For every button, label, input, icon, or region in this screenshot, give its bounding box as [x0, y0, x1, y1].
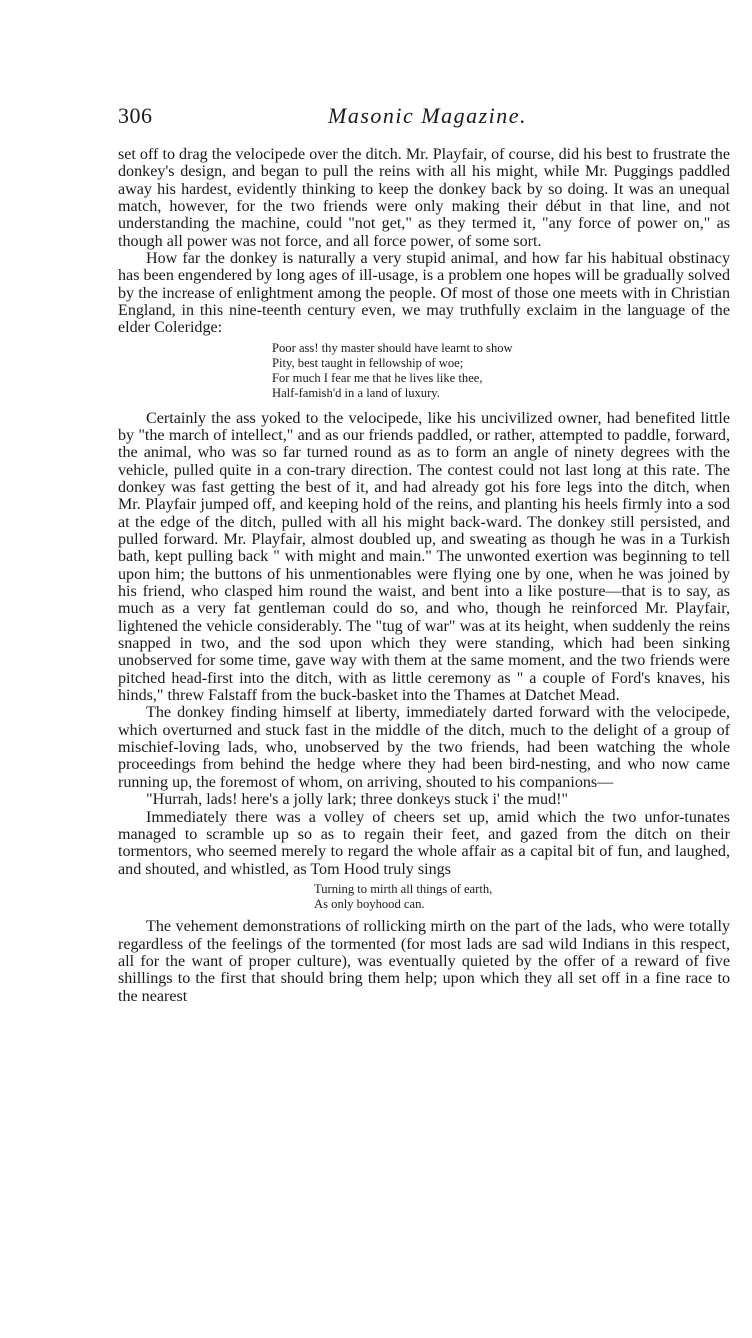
verse-line: Pity, best taught in fellowship of woe;: [272, 355, 464, 370]
verse-quote-coleridge: [118, 341, 730, 402]
paragraph-continuation: set off to drag the velocipede over the ditch. Mr. Playfair, of course, did his best to frustrate the donkey's design, and began to pull the reins with all his might, while Mr. Puggings paddled away his hardest, evidently thinking to keep the donkey back by so doing. It was an unequal match, however, for the two friends were only making their début in that line, and not understanding the machine, could "not get," as they termed it, "any force of power on," as though all power was not force, and all force power, of some sort.: [118, 146, 730, 250]
paragraph-donkey-liberty: The donkey finding himself at liberty, immediately darted forward with the velocipede, which overturned and stuck fast in the middle of the ditch, much to the delight of a group of mischief-loving lads, who, unobserved by the two friends, had been watching the whole proceedings from behind the hedge where they had been bird-nesting, and who now came running up, the foremost of whom, on arriving, shouted to his companions—: [118, 704, 730, 791]
paragraph-velocipede-struggle: Certainly the ass yoked to the velocipede, like his uncivilized owner, had benefited little by "the march of intellect," and as our friends paddled, or rather, attempted to paddle, forward, the animal, who was so far turned round as as to form an angle of ninety degrees with the vehicle, pulled quite in a con-trary direction. The contest could not last long at this rate. The donkey was fast getting the best of it, and had already got his fore legs into the ditch, when Mr. Playfair jumped off, and keeping hold of the reins, and planting his heels firmly into a sod at the edge of the ditch, pulled with all his might back-ward. The donkey still persisted, and pulled forward. Mr. Playfair, almost doubled up, and sweating as though he was in a Turkish bath, kept pulling back " with might and main." The unwonted exertion was beginning to tell upon him; the buttons of his unmentionables were flying one by one, when he was joined by his friend, who clasped him round the waist, and bent into a like posture—that is to say, as much as a very fat gentleman could do so, and who, though he reinforced Mr. Playfair, lightened the vehicle considerably. The "tug of war" was at its height, when suddenly the reins snapped in two, and the sod upon which they were standing, which had been sinking unobserved for some time, gave way with them at the same moment, and the two friends were pitched head-first into the ditch, with as little ceremony as " a couple of Ford's knaves, his hinds," threw Falstaff from the buck-basket into the Thames at Datchet Mead.: [118, 409, 730, 705]
running-title: Masonic Magazine.: [328, 103, 528, 128]
paragraph-mirth: The vehement demonstrations of rollicking mirth on the part of the lads, who were totally regardless of the feelings of the tormented (for most lads are sad wild Indians in this respect, all for the want of proper culture), was eventually quieted by the offer of a reward of five shillings to the first that should bring them help; upon which they all set off in a fine race to the nearest: [118, 918, 730, 1005]
verse-quote-hood: [118, 882, 730, 912]
verse-line: For much I fear me that he lives like thee,: [272, 371, 483, 386]
verse-line: As only boyhood can.: [314, 897, 425, 912]
article-body: [118, 146, 730, 1005]
paragraph-donkey-nature: How far the donkey is naturally a very stupid animal, and how far his habitual obstinacy has been engendered by long ages of ill-usage, is a problem one hopes will be gradually solved by the increase of enlightment among the people. Of most of those one meets with in Christian England, in this nine-teenth century even, we may truthfully exclaim in the language of the elder Coleridge:: [118, 250, 730, 337]
verse-line: Poor ass! thy master should have learnt to show: [272, 340, 513, 355]
page-header: [118, 101, 728, 135]
paragraph-cheers: Immediately there was a volley of cheers set up, amid which the two unfor-tunates managed to scramble up so as to regain their feet, and gazed from the ditch on their tormentors, who seemed merely to regard the whole affair as a capital bit of fun, and laughed, and shouted, and whistled, as Tom Hood truly sings: [118, 808, 730, 878]
paragraph-shout: "Hurrah, lads! here's a jolly lark; three donkeys stuck i' the mud!": [146, 791, 569, 809]
verse-line: Half-famish'd in a land of luxury.: [272, 386, 440, 401]
page-number: 306: [118, 103, 153, 128]
verse-line: Turning to mirth all things of earth,: [314, 881, 493, 896]
